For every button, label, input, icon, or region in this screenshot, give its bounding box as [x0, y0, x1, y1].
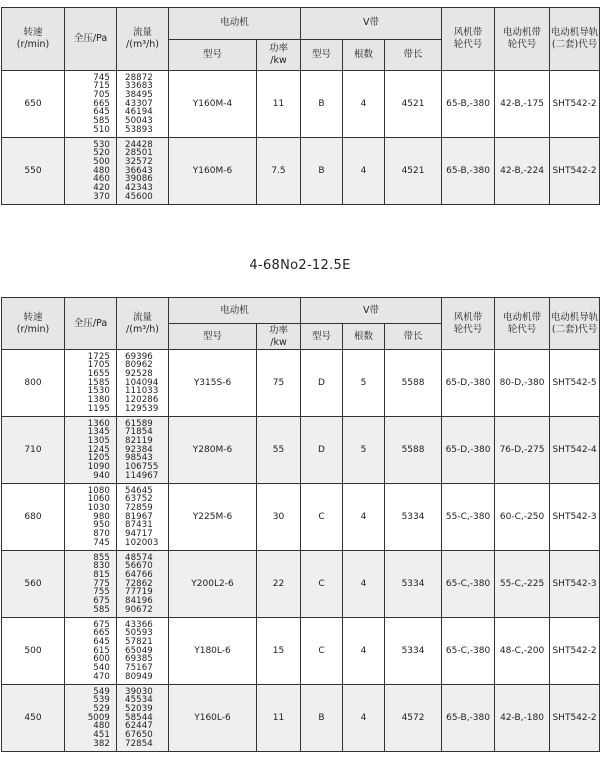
- pressure-cell-value: 1305: [87, 435, 110, 446]
- power-cell: 55: [257, 417, 301, 484]
- pressure-cell-value: 675: [93, 596, 110, 607]
- header-fan-pulley-text: 风机带 轮代号: [453, 311, 483, 335]
- flow-cell-value: 32572: [125, 156, 153, 167]
- flow-cell-value: 43307: [125, 98, 153, 109]
- motor-model-cell: Y200L2-6: [169, 551, 257, 618]
- belt-length-cell: 5588: [385, 417, 442, 484]
- pressure-cell-value: 1245: [87, 444, 110, 455]
- pressure-cell-value: 940: [93, 470, 110, 481]
- flow-cell-value: 69385: [125, 654, 153, 665]
- pressure-cell: [65, 417, 117, 484]
- motor-pulley-cell: 42-B,-175: [495, 71, 550, 138]
- pressure-cell-value: 540: [93, 663, 110, 674]
- pressure-cell-value: 382: [93, 738, 110, 749]
- flow-cell: [117, 71, 169, 138]
- header-motor-text: 电动机: [220, 304, 249, 316]
- belt-count-cell: 5: [343, 417, 385, 484]
- header-belt-model-text: 型号: [312, 330, 332, 342]
- pressure-cell-value: 5009: [87, 712, 110, 723]
- header-power-text: 功率 /kw: [269, 42, 289, 66]
- flow-cell-value: 72854: [125, 738, 153, 749]
- flow-cell-value: 64766: [125, 569, 153, 580]
- flow-cell-value: 114967: [125, 470, 159, 481]
- table-row: [2, 350, 600, 417]
- pressure-cell-value: 370: [93, 191, 110, 202]
- flow-cell-value: 50043: [125, 116, 153, 127]
- flow-cell-value: 72859: [125, 502, 153, 513]
- header-flow-text: 流量 /(m³/h): [126, 27, 159, 50]
- rail-cell: SHT542-5: [550, 350, 600, 417]
- header-flow-text: 流量 /(m³/h): [126, 311, 159, 335]
- flow-cell-value: 67650: [125, 730, 153, 741]
- header-length: [385, 39, 442, 71]
- fan-spec-table-2: [1, 297, 600, 752]
- fan-pulley-cell: 65-B,-380: [442, 71, 495, 138]
- belt-model-cell: D: [301, 350, 343, 417]
- header-length-text: 带长: [403, 48, 423, 60]
- power-cell: 15: [257, 618, 301, 685]
- header-motor-pulley-text: 电动机带 轮代号: [503, 27, 542, 50]
- table-row: [2, 618, 600, 685]
- fan-pulley-cell: 65-D,-380: [442, 350, 495, 417]
- rail-cell: SHT542-2: [550, 71, 600, 138]
- flow-cell-value: 45534: [125, 695, 153, 706]
- flow-cell-value: 72862: [125, 578, 153, 589]
- header-power-text: 功率 /kw: [269, 324, 289, 348]
- header-fan-pulley: [442, 298, 495, 350]
- table-2-title: 4-68No2-12.5E: [249, 258, 351, 273]
- belt-model-cell: C: [301, 484, 343, 551]
- flow-cell-value: 69396: [125, 351, 153, 362]
- flow-cell-value: 92384: [125, 444, 153, 455]
- flow-cell-value: 45600: [125, 191, 153, 202]
- speed-cell: 560: [2, 551, 65, 618]
- table-row: [2, 417, 600, 484]
- header-rail-text: 电动机导轨 (二套)代号: [550, 311, 599, 335]
- header-speed-text: 转速 (r/min): [16, 311, 50, 335]
- header-motor: [169, 8, 301, 40]
- motor-pulley-cell: 60-C,-250: [495, 484, 550, 551]
- header-flow: [117, 8, 169, 71]
- flow-cell-value: 28872: [125, 72, 153, 83]
- motor-model-cell: Y280M-6: [169, 417, 257, 484]
- flow-cell-value: 38495: [125, 89, 153, 100]
- pressure-cell-value: 815: [93, 569, 110, 580]
- pressure-cell-value: 1705: [87, 360, 110, 371]
- header-speed: [2, 298, 65, 350]
- header-belt-model: [301, 39, 343, 71]
- pressure-cell-value: 480: [93, 721, 110, 732]
- fan-pulley-cell: 65-C,-380: [442, 618, 495, 685]
- pressure-cell-value: 980: [93, 511, 110, 522]
- fan-pulley-cell: 65-D,-380: [442, 417, 495, 484]
- pressure-cell-value: 1345: [87, 427, 110, 438]
- fan-pulley-cell: 65-B,-380: [442, 685, 495, 752]
- rail-cell: SHT542-2: [550, 618, 600, 685]
- pressure-cell-value: 1360: [87, 418, 110, 429]
- header-flow: [117, 298, 169, 350]
- flow-cell-value: 54645: [125, 485, 153, 496]
- fan-pulley-cell: 65-C,-380: [442, 551, 495, 618]
- flow-cell-value: 82119: [125, 435, 153, 446]
- motor-pulley-cell: 76-D,-275: [495, 417, 550, 484]
- flow-cell-value: 90672: [125, 604, 153, 615]
- flow-cell-value: 39030: [125, 686, 153, 697]
- flow-cell-value: 61589: [125, 418, 153, 429]
- speed-cell: 550: [2, 138, 65, 205]
- pressure-cell-value: 755: [93, 587, 110, 598]
- pressure-cell-value: 1205: [87, 453, 110, 464]
- pressure-cell-value: 1655: [87, 368, 110, 379]
- pressure-cell-value: 645: [93, 636, 110, 647]
- table-row: [2, 138, 600, 205]
- header-power: [257, 39, 301, 71]
- flow-cell: [117, 350, 169, 417]
- flow-cell-value: 63752: [125, 494, 153, 505]
- flow-cell-value: 80962: [125, 360, 153, 371]
- fan-pulley-cell: 65-B,-380: [442, 138, 495, 205]
- rail-cell: SHT542-3: [550, 551, 600, 618]
- table-row: [2, 71, 600, 138]
- flow-cell: [117, 484, 169, 551]
- pressure-cell-value: 665: [93, 98, 110, 109]
- header-motor-pulley-text: 电动机带 轮代号: [503, 311, 542, 335]
- motor-pulley-cell: 42-B,-180: [495, 685, 550, 752]
- header-model-text: 型号: [202, 48, 222, 60]
- flow-cell-value: 48574: [125, 552, 153, 563]
- flow-cell-value: 42343: [125, 183, 153, 194]
- pressure-cell-value: 665: [93, 628, 110, 639]
- pressure-cell-value: 520: [93, 148, 110, 159]
- header-count: [343, 324, 385, 350]
- flow-cell-value: 56670: [125, 561, 153, 572]
- flow-cell-value: 75167: [125, 663, 153, 674]
- table-row: [2, 484, 600, 551]
- pressure-cell-value: 585: [93, 604, 110, 615]
- flow-cell-value: 53893: [125, 124, 153, 135]
- flow-cell-value: 28501: [125, 148, 153, 159]
- power-cell: 22: [257, 551, 301, 618]
- belt-length-cell: 5588: [385, 350, 442, 417]
- flow-cell: [117, 417, 169, 484]
- header-vbelt: [301, 298, 442, 324]
- pressure-cell-value: 950: [93, 520, 110, 531]
- flow-cell-value: 65049: [125, 645, 153, 656]
- header-motor: [169, 298, 301, 324]
- pressure-cell-value: 745: [93, 72, 110, 83]
- pressure-cell-value: 1080: [87, 485, 110, 496]
- pressure-cell-value: 675: [93, 619, 110, 630]
- pressure-cell-value: 1090: [87, 462, 110, 473]
- header-belt-model-text: 型号: [312, 48, 332, 60]
- flow-cell-value: 92528: [125, 368, 153, 379]
- header-speed-text: 转速 (r/min): [16, 27, 50, 50]
- pressure-cell-value: 715: [93, 81, 110, 92]
- speed-cell: 680: [2, 484, 65, 551]
- rail-cell: SHT542-2: [550, 138, 600, 205]
- flow-cell-value: 81967: [125, 511, 153, 522]
- pressure-cell-value: 615: [93, 645, 110, 656]
- fan-spec-table-1: [1, 7, 600, 205]
- flow-cell: [117, 138, 169, 205]
- header-rail-text: 电动机导轨 (二套)代号: [550, 27, 599, 50]
- flow-cell: [117, 618, 169, 685]
- motor-model-cell: Y160M-4: [169, 71, 257, 138]
- speed-cell: 800: [2, 350, 65, 417]
- pressure-cell: [65, 350, 117, 417]
- pressure-cell: [65, 71, 117, 138]
- pressure-cell-value: 775: [93, 578, 110, 589]
- belt-length-cell: 5334: [385, 618, 442, 685]
- flow-cell-value: 80949: [125, 671, 153, 682]
- flow-cell-value: 71854: [125, 427, 153, 438]
- pressure-cell-value: 1725: [87, 351, 110, 362]
- flow-cell-value: 77719: [125, 587, 153, 598]
- flow-cell-value: 94717: [125, 529, 153, 540]
- pressure-cell-value: 585: [93, 116, 110, 127]
- motor-model-cell: Y160M-6: [169, 138, 257, 205]
- belt-count-cell: 4: [343, 551, 385, 618]
- header-length-text: 带长: [403, 330, 423, 342]
- header-speed: [2, 8, 65, 71]
- flow-cell-value: 106755: [125, 462, 159, 473]
- flow-cell-value: 84196: [125, 596, 153, 607]
- header-model: [169, 39, 257, 71]
- pressure-cell-value: 1585: [87, 377, 110, 388]
- flow-cell-value: 36643: [125, 165, 153, 176]
- header-model-text: 型号: [202, 330, 222, 342]
- flow-cell-value: 46194: [125, 107, 153, 118]
- belt-model-cell: C: [301, 618, 343, 685]
- pressure-cell-value: 645: [93, 107, 110, 118]
- belt-count-cell: 4: [343, 138, 385, 205]
- header-rail: [550, 8, 600, 71]
- header-model: [169, 324, 257, 350]
- pressure-cell-value: 480: [93, 165, 110, 176]
- motor-pulley-cell: 55-C,-225: [495, 551, 550, 618]
- belt-model-cell: C: [301, 551, 343, 618]
- speed-cell: 500: [2, 618, 65, 685]
- pressure-cell-value: 549: [93, 686, 110, 697]
- header-motor-pulley: [495, 8, 550, 71]
- fan-pulley-cell: 55-C,-380: [442, 484, 495, 551]
- header-motor-pulley: [495, 298, 550, 350]
- header-length: [385, 324, 442, 350]
- flow-cell-value: 102003: [125, 537, 159, 548]
- flow-cell-value: 98543: [125, 453, 153, 464]
- pressure-cell-value: 600: [93, 654, 110, 665]
- header-vbelt: [301, 8, 442, 40]
- power-cell: 11: [257, 685, 301, 752]
- pressure-cell: [65, 484, 117, 551]
- belt-length-cell: 5334: [385, 484, 442, 551]
- belt-length-cell: 4521: [385, 138, 442, 205]
- pressure-cell-value: 1030: [87, 502, 110, 513]
- pressure-cell-value: 470: [93, 671, 110, 682]
- header-fan-pulley: [442, 8, 495, 71]
- flow-cell-value: 43366: [125, 619, 153, 630]
- flow-cell-value: 62447: [125, 721, 153, 732]
- power-cell: 30: [257, 484, 301, 551]
- flow-cell-value: 111033: [125, 386, 159, 397]
- rail-cell: SHT542-3: [550, 484, 600, 551]
- header-pressure: [65, 298, 117, 350]
- header-vbelt-text: V带: [363, 304, 380, 316]
- header-pressure-text: 全压/Pa: [73, 317, 108, 329]
- rail-cell: SHT542-2: [550, 685, 600, 752]
- motor-model-cell: Y225M-6: [169, 484, 257, 551]
- pressure-cell-value: 1060: [87, 494, 110, 505]
- header-motor-text: 电动机: [220, 17, 249, 29]
- motor-model-cell: Y315S-6: [169, 350, 257, 417]
- pressure-cell-value: 1195: [87, 403, 110, 414]
- belt-length-cell: 4572: [385, 685, 442, 752]
- flow-cell-value: 104094: [125, 377, 159, 388]
- flow-cell-value: 120286: [125, 395, 159, 406]
- table-row: [2, 685, 600, 752]
- power-cell: 7.5: [257, 138, 301, 205]
- belt-count-cell: 4: [343, 484, 385, 551]
- power-cell: 75: [257, 350, 301, 417]
- flow-cell-value: 33683: [125, 81, 153, 92]
- pressure-cell-value: 539: [93, 695, 110, 706]
- header-pressure: [65, 8, 117, 71]
- motor-model-cell: Y160L-6: [169, 685, 257, 752]
- header-count-text: 根数: [354, 330, 374, 342]
- belt-length-cell: 4521: [385, 71, 442, 138]
- pressure-cell-value: 830: [93, 561, 110, 572]
- pressure-cell-value: 451: [93, 730, 110, 741]
- pressure-cell-value: 500: [93, 156, 110, 167]
- pressure-cell: [65, 551, 117, 618]
- belt-count-cell: 5: [343, 350, 385, 417]
- header-fan-pulley-text: 风机带 轮代号: [453, 27, 483, 50]
- table-row: [2, 551, 600, 618]
- pressure-cell-value: 510: [93, 124, 110, 135]
- pressure-cell-value: 420: [93, 183, 110, 194]
- header-count: [343, 39, 385, 71]
- pressure-cell-value: 870: [93, 529, 110, 540]
- speed-cell: 650: [2, 71, 65, 138]
- pressure-cell-value: 530: [93, 139, 110, 150]
- pressure-cell: [65, 138, 117, 205]
- belt-model-cell: B: [301, 685, 343, 752]
- flow-cell-value: 129539: [125, 403, 159, 414]
- belt-length-cell: 5334: [385, 551, 442, 618]
- pressure-cell-value: 1380: [87, 395, 110, 406]
- header-belt-model: [301, 324, 343, 350]
- power-cell: 11: [257, 71, 301, 138]
- flow-cell-value: 57821: [125, 636, 153, 647]
- belt-model-cell: B: [301, 71, 343, 138]
- pressure-cell-value: 1530: [87, 386, 110, 397]
- belt-count-cell: 4: [343, 618, 385, 685]
- flow-cell-value: 50593: [125, 628, 153, 639]
- pressure-cell-value: 460: [93, 174, 110, 185]
- pressure-cell-value: 705: [93, 89, 110, 100]
- pressure-cell-value: 855: [93, 552, 110, 563]
- flow-cell-value: 24428: [125, 139, 153, 150]
- header-count-text: 根数: [354, 48, 374, 60]
- speed-cell: 710: [2, 417, 65, 484]
- flow-cell: [117, 685, 169, 752]
- motor-pulley-cell: 48-C,-200: [495, 618, 550, 685]
- header-vbelt-text: V带: [363, 17, 380, 29]
- belt-model-cell: B: [301, 138, 343, 205]
- header-rail: [550, 298, 600, 350]
- flow-cell-value: 87431: [125, 520, 153, 531]
- speed-cell: 450: [2, 685, 65, 752]
- pressure-cell-value: 745: [93, 537, 110, 548]
- belt-model-cell: D: [301, 417, 343, 484]
- flow-cell-value: 52039: [125, 703, 153, 714]
- belt-count-cell: 4: [343, 685, 385, 752]
- motor-pulley-cell: 42-B,-224: [495, 138, 550, 205]
- flow-cell-value: 58544: [125, 712, 153, 723]
- belt-count-cell: 4: [343, 71, 385, 138]
- pressure-cell-value: 529: [93, 703, 110, 714]
- pressure-cell: [65, 685, 117, 752]
- motor-model-cell: Y180L-6: [169, 618, 257, 685]
- motor-pulley-cell: 80-D,-380: [495, 350, 550, 417]
- header-pressure-text: 全压/Pa: [73, 33, 108, 45]
- flow-cell-value: 39086: [125, 174, 153, 185]
- pressure-cell: [65, 618, 117, 685]
- header-power: [257, 324, 301, 350]
- flow-cell: [117, 551, 169, 618]
- rail-cell: SHT542-4: [550, 417, 600, 484]
